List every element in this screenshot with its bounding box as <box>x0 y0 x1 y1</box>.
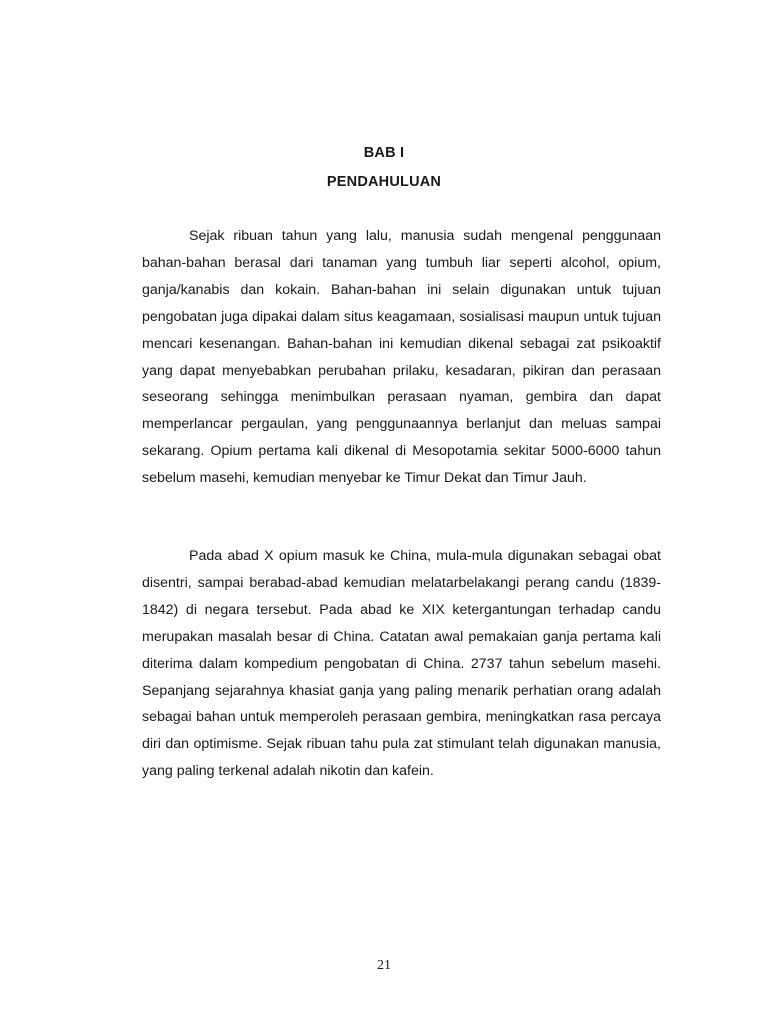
chapter-title: PENDAHULUAN <box>326 174 442 190</box>
body-paragraph-2: Pada abad X opium masuk ke China, mula-mula digunakan sebagai obat disentri, sampai berabad-abad kemudian melatarbelakangi perang candu (1839-1842) di negara tersebut. Pada abad ke XIX ketergantungan terhadap candu merupakan masalah besar di China. Catatan awal pemakaian ganja pertama kali diterima dalam kompedium pengobatan di China. 2737 tahun sebelum masehi. Sepanjang sejarahnya khasiat ganja yang paling menarik perhatian orang adalah sebagai bahan untuk memperoleh perasaan gembira, meningkatkan rasa percaya diri dan optimisme. Sejak ribuan tahu pula zat stimulant telah digunakan manusia, yang paling terkenal adalah nikotin dan kafein. <box>142 548 661 780</box>
body-paragraph-1: Sejak ribuan tahun yang lalu, manusia sudah mengenal penggunaan bahan-bahan berasal dari tanaman yang tumbuh liar seperti alcohol, opium, ganja/kanabis dan kokain. Bahan-bahan ini selain digunakan untuk tujuan pengobatan juga dipakai dalam situs keagamaan, sosialisasi maupun untuk tujuan mencari kesenangan. Bahan-bahan ini kemudian dikenal sebagai zat psikoaktif yang dapat menyebabkan perubahan prilaku, kesadaran, pikiran dan perasaan seseorang sehingga menimbulkan perasaan nyaman, gembira dan dapat memperlancar pergaulan, yang penggunaannya berlanjut dan meluas sampai sekarang. Opium pertama kali dikenal di Mesopotamia sekitar 5000-6000 tahun sebelum masehi, kemudian menyebar ke Timur Dekat dan Timur Jauh. <box>142 228 661 487</box>
chapter-heading: BAB I <box>363 145 405 161</box>
page-number: 21 <box>377 958 391 973</box>
